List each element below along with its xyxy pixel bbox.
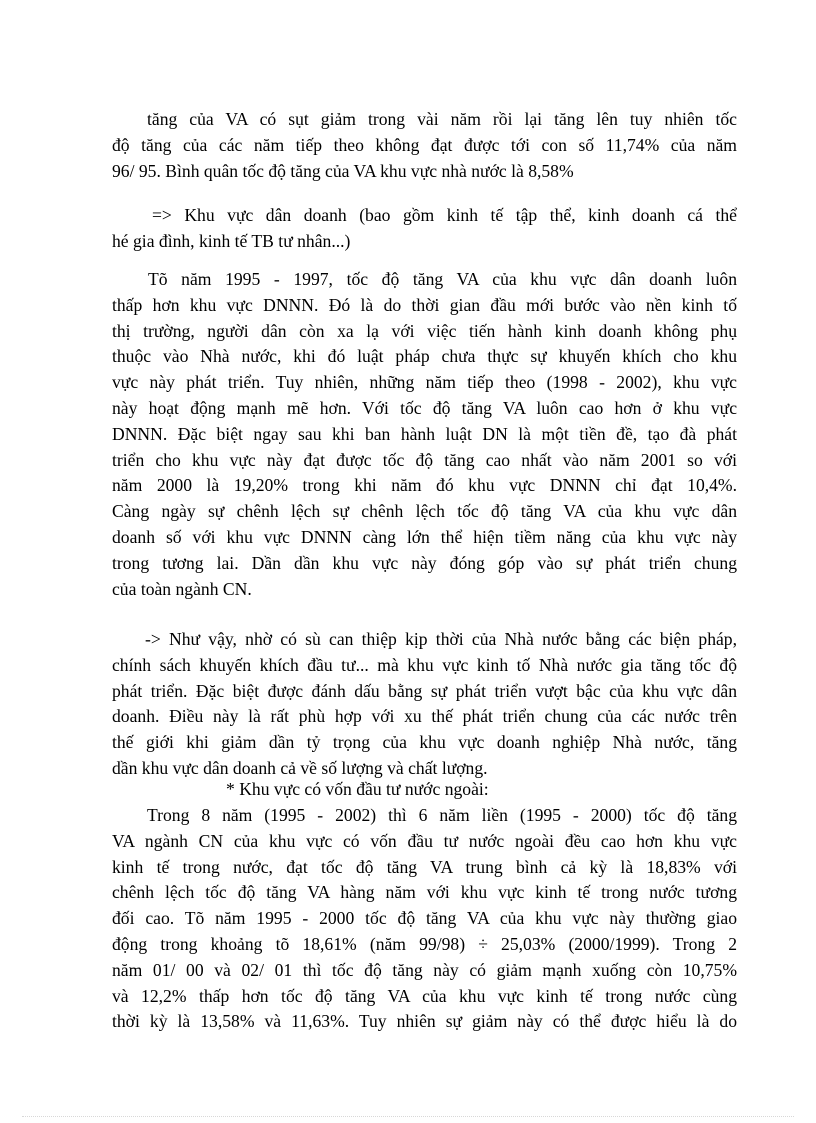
text-line: trong tương lai. Dần dần khu vực này đóng góp vào sự phát triển chung — [112, 552, 737, 573]
text-line: hé gia đình, kinh tế TB tư nhân...) — [112, 230, 351, 251]
text-line: động trong khoảng tõ 18,61% (năm 99/98) ÷ 25,03% (2000/1999). Trong 2 — [112, 933, 737, 954]
text-line: và 12,2% thấp hơn tốc độ tăng VA của khu vực kinh tế trong nước cùng — [112, 985, 737, 1006]
text-line: kinh tế trong nước, đạt tốc độ tăng VA trung bình cả kỳ là 18,83% với — [112, 856, 737, 877]
text-line: năm 01/ 00 và 02/ 01 thì tốc độ tăng này có giảm mạnh xuống còn 10,75% — [112, 959, 737, 980]
text-line: Trong 8 năm (1995 - 2002) thì 6 năm liền (1995 - 2000) tốc độ tăng — [147, 805, 737, 825]
text-line: thế giới khi giảm dần tỷ trọng của khu vực doanh nghiệp Nhà nước, tăng — [112, 732, 737, 753]
text-line: doanh số với khu vực DNNN càng lớn thể hiện tiềm năng của khu vực này — [112, 526, 737, 547]
paragraph-conclusion — [112, 627, 737, 782]
text-line: thuộc vào Nhà nước, khi đó luật pháp chưa thực sự khuyến khích cho khu — [112, 346, 737, 367]
text-line: triển cho khu vực này đạt được tốc độ tăng cao nhất vào năm 2001 so với — [112, 449, 737, 470]
text-line: thị trường, người dân còn xa lạ với việc tiến hành kinh doanh không phụ — [112, 320, 737, 341]
text-line: tăng của VA có sụt giảm trong vài năm rồi lại tăng lên tuy nhiên tốc — [147, 109, 737, 129]
page-bottom-divider — [22, 1116, 794, 1117]
section-heading: * Khu vực có vốn đầu tư nước ngoài: — [226, 779, 489, 799]
text-line: thời kỳ là 13,58% và 11,63%. Tuy nhiên sự giảm này có thể được hiểu là do — [112, 1011, 737, 1032]
text-line: 96/ 95. Bình quân tốc độ tăng của VA khu vực nhà nước là 8,58% — [112, 160, 574, 181]
text-line: VA ngành CN của khu vực có vốn đầu tư nước ngoài đều cao hơn khu vực — [112, 830, 737, 851]
text-line: vực này phát triển. Tuy nhiên, những năm tiếp theo (1998 - 2002), khu vực — [112, 372, 737, 393]
text-line: này hoạt động mạnh mẽ hơn. Với tốc độ tăng VA luôn cao hơn ở khu vực — [112, 397, 737, 418]
text-line: doanh. Điều này là rất phù hợp với xu thế phát triển chung của các nước trên — [112, 706, 737, 727]
text-line: -> Như vậy, nhờ có sù can thiệp kịp thời của Nhà nước bằng các biện pháp, — [145, 629, 737, 649]
text-line: dần khu vực dân doanh cả về số lượng và chất lượng. — [112, 757, 488, 778]
text-line: chênh lệch tốc độ tăng VA hàng năm với khu vực kinh tế trong nước tương — [112, 882, 737, 903]
text-line: Tõ năm 1995 - 1997, tốc độ tăng VA của khu vực dân doanh luôn — [148, 269, 737, 289]
text-line: DNNN. Đặc biệt ngay sau khi ban hành luật DN là một tiền đề, tạo đà phát — [112, 423, 737, 444]
text-line: độ tăng của các năm tiếp theo không đạt được tới con số 11,74% của năm — [112, 134, 737, 155]
paragraph-private-sector-analysis — [112, 267, 737, 602]
text-line: năm 2000 là 19,20% trong khi năm đó khu vực DNNN chỉ đạt 10,4%. — [112, 475, 737, 496]
paragraph-state-sector-summary — [112, 107, 737, 184]
text-line: => Khu vực dân doanh (bao gồm kinh tế tập thể, kinh doanh cá thể — [152, 205, 737, 225]
text-line: đối cao. Tõ năm 1995 - 2000 tốc độ tăng VA của khu vực này thường giao — [112, 908, 737, 929]
text-line: của toàn ngành CN. — [112, 578, 252, 599]
text-line: thấp hơn khu vực DNNN. Đó là do thời gian đầu mới bước vào nền kinh tố — [112, 294, 737, 315]
section-heading-foreign-investment — [112, 777, 737, 803]
text-line: Càng ngày sự chênh lệch sự chênh lệch tốc độ tăng VA của khu vực dân — [112, 501, 737, 522]
paragraph-private-sector-heading — [112, 203, 737, 255]
text-line: chính sách khuyến khích đầu tư... mà khu vực kinh tố Nhà nước gia tăng tốc độ — [112, 654, 737, 675]
paragraph-foreign-investment-analysis — [112, 803, 737, 1035]
text-line: phát triển. Đặc biệt được đánh dấu bằng sự phát triển vượt bậc của khu vực dân — [112, 680, 737, 701]
